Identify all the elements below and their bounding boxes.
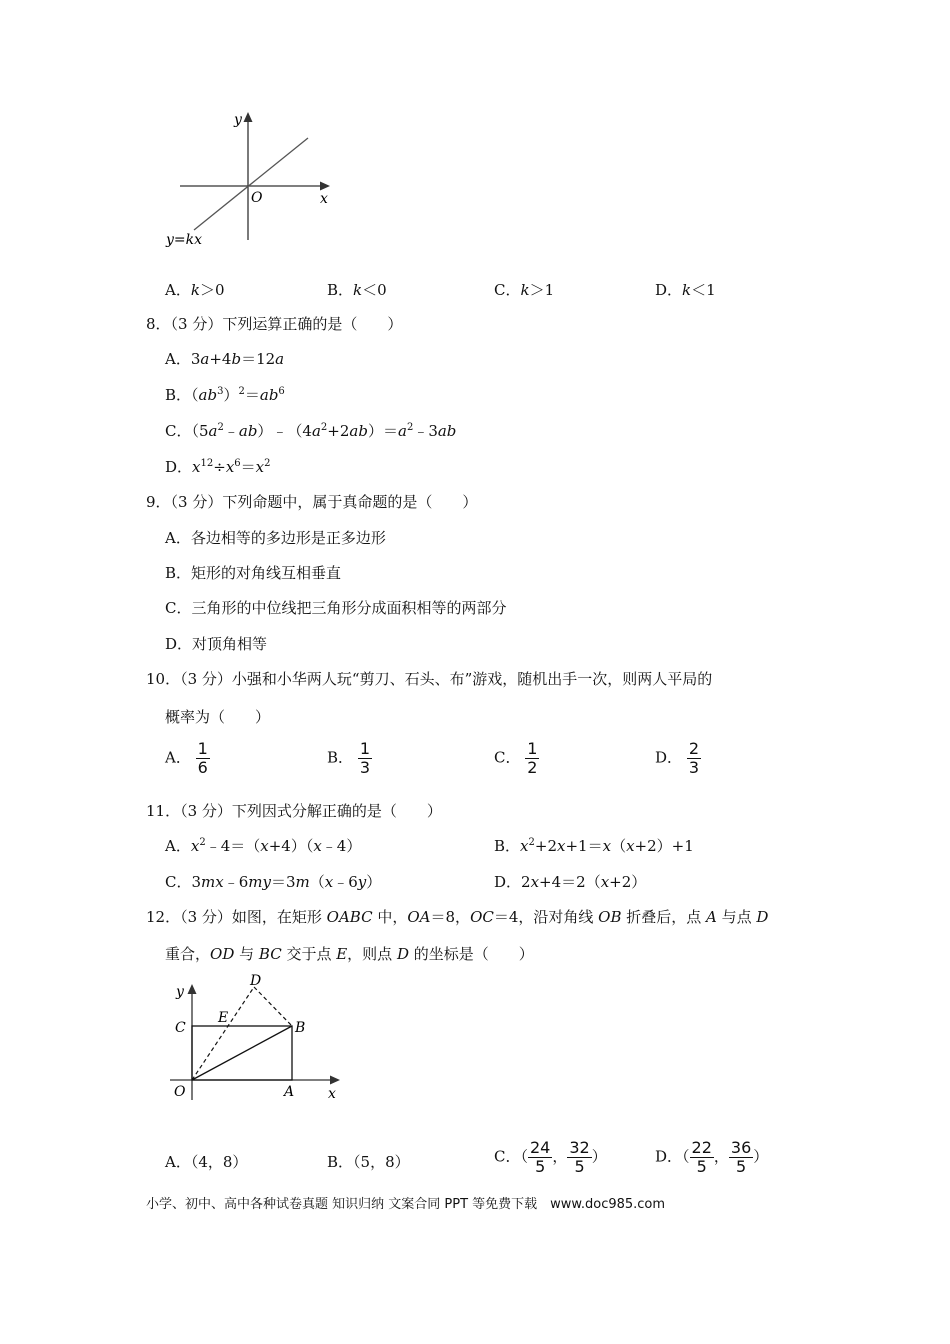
y-axis-label: y	[234, 112, 242, 128]
q10-option-d: D． $\frac{2}{3}$	[655, 739, 699, 777]
q9-option-c: C．三角形的中位线把三角形分成面积相等的两部分	[165, 599, 507, 617]
q10-stem-line1: 10．（3 分）小强和小华两人玩“剪刀、石头、布”游戏，随机出手一次，则两人平局的	[146, 670, 713, 688]
q11-option-c: C．3mx﹣6my＝3m（x﹣6y）	[165, 873, 382, 891]
origin-label: O	[251, 190, 263, 206]
q8-option-d: D．$x^{12}\div x^6=x^2$	[165, 458, 271, 476]
x-axis-label: x	[320, 191, 328, 207]
q7-option-d: D．k＜1	[655, 281, 716, 299]
fig-d-label: D	[250, 973, 262, 989]
fig-o-label: O	[174, 1084, 186, 1100]
fig-e-label: E	[218, 1010, 229, 1026]
q10-option-b: B． $\frac{1}{3}$	[327, 739, 370, 777]
fig-b-label: B	[295, 1020, 306, 1036]
q10-option-c: C． $\frac{1}{2}$	[494, 739, 538, 777]
q12-stem-line2: 重合，OD 与 BC 交于点 E，则点 D 的坐标是（ ）	[165, 945, 534, 963]
footer-note: 小学、初中、高中各种试卷真题 知识归纳 文案合同 PPT 等免费下载 www.doc985.com	[146, 1197, 666, 1212]
q10-option-a: A． $\frac{1}{6}$	[165, 739, 208, 777]
q12-option-a: A．（4，8）	[165, 1153, 248, 1171]
q8-option-b: B．$(ab^3)^2=ab^6$	[165, 386, 285, 404]
fig-c-label: C	[175, 1020, 186, 1036]
q10-stem-line2: 概率为（ ）	[165, 708, 271, 726]
q12-option-b: B．（5，8）	[327, 1153, 410, 1171]
q9-option-d: D．对顶角相等	[165, 635, 268, 653]
q11-option-d: D．2x+4＝2（x+2）	[494, 873, 647, 891]
q9-stem: 9．（3 分）下列命题中，属于真命题的是（ ）	[146, 493, 478, 511]
q11-option-b: B．$x^2+2x+1=x(x+2)+1$	[494, 837, 694, 855]
rectangle-fold-figure	[162, 970, 348, 1110]
linear-function-graph	[160, 108, 340, 248]
q8-option-a: A．3a+4b＝12a	[165, 350, 285, 368]
q7-option-a: A．k＞0	[165, 281, 225, 299]
q7-option-c: C．k＞1	[494, 281, 555, 299]
q9-option-a: A．各边相等的多边形是正多边形	[165, 529, 386, 547]
fig-a-label: A	[284, 1084, 295, 1100]
q7-option-b: B．k＜0	[327, 281, 387, 299]
q11-option-a: A．$x^2﹣4=(x+4)(x﹣4)$	[165, 837, 362, 855]
q12-option-d: D．（ $\frac{22}{5}$ ， $\frac{36}{5}$ ）	[655, 1138, 769, 1176]
q8-stem: 8．（3 分）下列运算正确的是（ ）	[146, 315, 403, 333]
fig-x-label: x	[328, 1086, 336, 1102]
line-label: y=kx	[166, 232, 203, 248]
q12-option-c: C．（ $\frac{24}{5}$ ， $\frac{32}{5}$ ）	[494, 1138, 607, 1176]
q8-option-c: C．$(5a^2﹣ab)﹣(4a^2+2ab)=a^2﹣3ab$	[165, 422, 457, 440]
fig-y-label: y	[176, 984, 184, 1000]
q11-stem: 11．（3 分）下列因式分解正确的是（ ）	[146, 802, 442, 820]
q12-stem-line1: 12．（3 分）如图，在矩形 OABC 中，OA＝8，OC＝4，沿对角线 OB 折叠后，点 A 与点 D	[146, 908, 769, 926]
q9-option-b: B．矩形的对角线互相垂直	[165, 564, 342, 582]
